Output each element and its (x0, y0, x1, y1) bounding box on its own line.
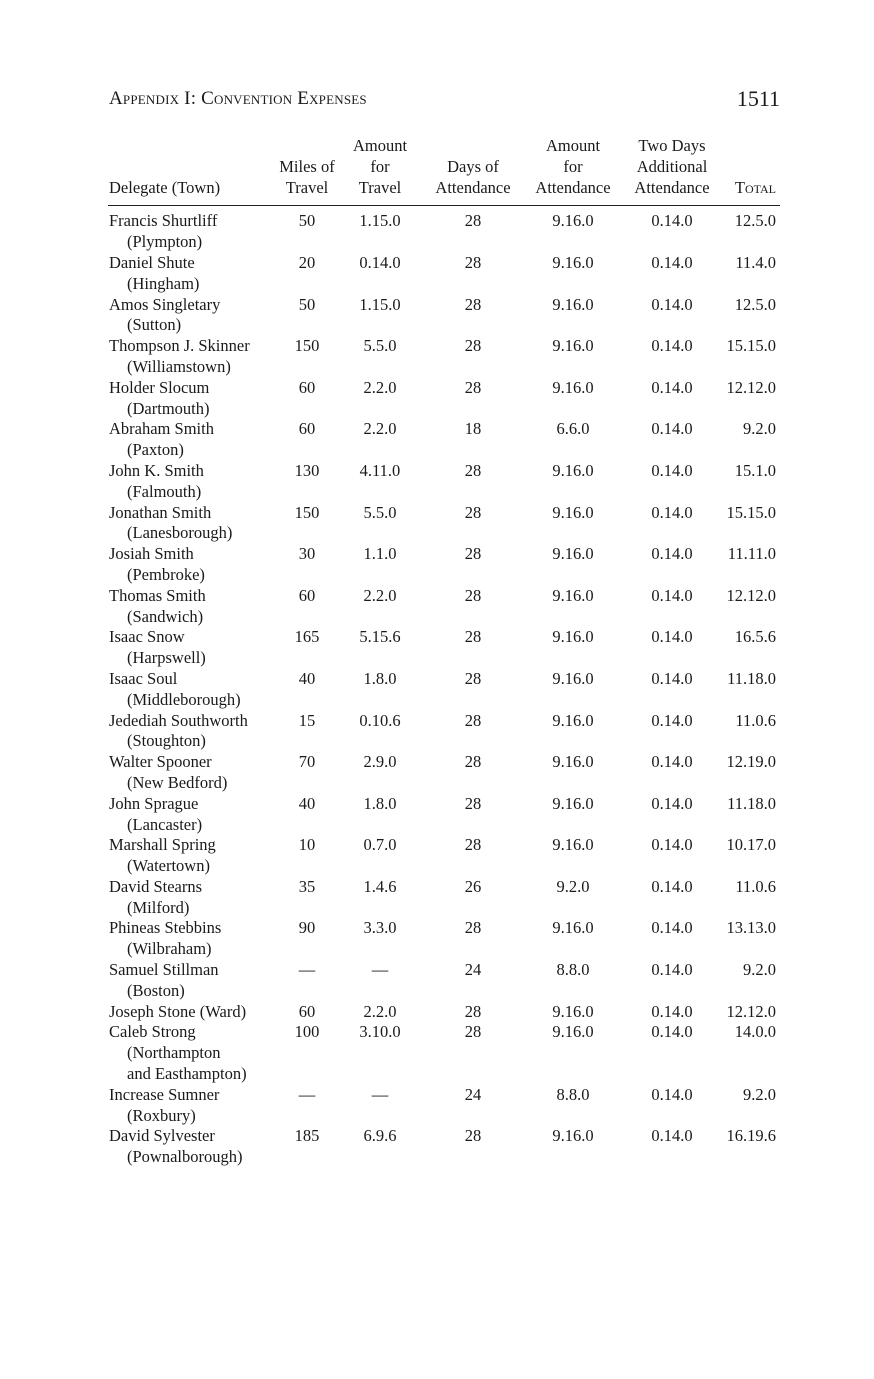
table-row (108, 794, 780, 836)
cell-miles: — (298, 1084, 316, 1104)
cell-additional-attendance: 0.14.0 (651, 1084, 693, 1104)
cell-delegate (108, 253, 276, 295)
cell-delegate (108, 835, 276, 877)
header-days-line: Attendance (435, 177, 511, 197)
cell-total: 16.5.6 (734, 627, 776, 647)
cell-total: 12.19.0 (726, 752, 776, 772)
cell-travel-amount: 1.1.0 (363, 544, 397, 564)
cell-days: 28 (464, 668, 482, 688)
cell-additional-attendance: 0.14.0 (651, 1001, 693, 1021)
cell-days: 28 (464, 1001, 482, 1021)
cell-additional-attendance: 0.14.0 (651, 668, 693, 688)
cell-travel-amount: 1.15.0 (359, 294, 401, 314)
expenses-table (108, 136, 780, 1168)
cell-miles: 150 (294, 336, 320, 356)
cell-additional-attendance: 0.14.0 (651, 876, 693, 896)
cell-delegate (108, 794, 276, 836)
cell-travel-amount: 5.5.0 (363, 502, 397, 522)
delegate-name: David Sylvester (109, 1126, 215, 1146)
cell-miles: 50 (298, 294, 316, 314)
cell-additional-attendance: 0.14.0 (651, 460, 693, 480)
table-row (108, 461, 780, 503)
cell-delegate (108, 1022, 276, 1084)
cell-travel-amount: 5.15.6 (359, 627, 401, 647)
header-miles (276, 136, 338, 206)
cell-additional-attendance: 0.14.0 (651, 377, 693, 397)
cell-delegate (108, 1126, 276, 1168)
cell-total: 12.5.0 (734, 294, 776, 314)
table-row (108, 835, 780, 877)
table-row (108, 627, 780, 669)
cell-delegate (108, 206, 276, 253)
cell-travel-amount: 3.10.0 (359, 1022, 401, 1042)
header-two-days (622, 136, 722, 206)
page (108, 86, 780, 1168)
cell-miles: 165 (294, 627, 320, 647)
cell-total: 9.2.0 (743, 960, 776, 980)
table-row (108, 877, 780, 919)
table-row (108, 503, 780, 545)
cell-attendance-amount: 9.16.0 (552, 294, 594, 314)
delegate-town: (Pownalborough) (127, 1147, 243, 1167)
cell-miles: 50 (298, 211, 316, 231)
cell-days: 28 (464, 502, 482, 522)
cell-additional-attendance: 0.14.0 (651, 835, 693, 855)
cell-days: 24 (464, 960, 482, 980)
cell-delegate (108, 336, 276, 378)
delegate-name: Isaac Soul (109, 668, 178, 688)
cell-miles: 60 (298, 585, 316, 605)
cell-additional-attendance: 0.14.0 (651, 252, 693, 272)
delegate-name: Amos Singletary (109, 294, 221, 314)
cell-attendance-amount: 9.16.0 (552, 793, 594, 813)
cell-days: 18 (464, 419, 482, 439)
cell-travel-amount: 1.4.6 (363, 876, 397, 896)
cell-total: 15.15.0 (726, 336, 776, 356)
cell-travel-amount: 2.2.0 (363, 585, 397, 605)
cell-delegate (108, 544, 276, 586)
cell-total: 11.4.0 (735, 252, 776, 272)
cell-total: 12.12.0 (726, 377, 776, 397)
cell-miles: 100 (294, 1022, 320, 1042)
delegate-town: (Falmouth) (127, 481, 202, 501)
page-number: 1511 (736, 86, 780, 111)
cell-days: 28 (464, 252, 482, 272)
delegate-town: (Middleborough) (127, 689, 241, 709)
header-total: Total (722, 136, 780, 206)
cell-total: 10.17.0 (726, 835, 776, 855)
cell-delegate (108, 378, 276, 420)
delegate-name: Walter Spooner (109, 752, 212, 772)
delegate-town: and Easthampton) (127, 1064, 247, 1084)
cell-total: 11.0.6 (735, 710, 776, 730)
cell-additional-attendance: 0.14.0 (651, 1022, 693, 1042)
cell-additional-attendance: 0.14.0 (651, 793, 693, 813)
delegate-name: John Sprague (109, 793, 199, 813)
header-attendance-line: Attendance (535, 177, 611, 197)
cell-travel-amount: 1.15.0 (359, 211, 401, 231)
delegate-name: Samuel Stillman (109, 960, 219, 980)
cell-delegate (108, 669, 276, 711)
cell-miles: 150 (294, 502, 320, 522)
cell-attendance-amount: 9.2.0 (556, 876, 590, 896)
cell-total: 12.12.0 (726, 1001, 776, 1021)
cell-miles: 10 (298, 835, 316, 855)
cell-total: 16.19.6 (726, 1126, 776, 1146)
cell-travel-amount: 2.9.0 (363, 752, 397, 772)
delegate-name: Francis Shurtliff (109, 211, 218, 231)
delegate-name: Caleb Strong (109, 1022, 196, 1042)
cell-additional-attendance: 0.14.0 (651, 585, 693, 605)
cell-days: 24 (464, 1084, 482, 1104)
cell-attendance-amount: 9.16.0 (552, 211, 594, 231)
cell-attendance-amount: 9.16.0 (552, 252, 594, 272)
delegate-town: (Lanesborough) (127, 523, 233, 543)
table-row (108, 918, 780, 960)
cell-total: 11.18.0 (727, 668, 776, 688)
cell-attendance-amount: 9.16.0 (552, 668, 594, 688)
cell-miles: 30 (298, 544, 316, 564)
cell-days: 28 (464, 835, 482, 855)
cell-travel-amount: 2.2.0 (363, 419, 397, 439)
header-travel-line: for (370, 156, 390, 176)
delegate-town: (Hingham) (127, 273, 200, 293)
delegate-town: (Roxbury) (127, 1105, 196, 1125)
cell-delegate (108, 918, 276, 960)
header-attendance-line: Amount (545, 136, 601, 155)
header-attendance-amount (524, 136, 622, 206)
cell-additional-attendance: 0.14.0 (651, 918, 693, 938)
cell-miles: 60 (298, 419, 316, 439)
delegate-name: Increase Sumner (109, 1084, 220, 1104)
cell-total: 12.12.0 (726, 585, 776, 605)
table-row (108, 1002, 780, 1023)
cell-attendance-amount: 9.16.0 (552, 544, 594, 564)
table-row (108, 419, 780, 461)
cell-delegate (108, 960, 276, 1002)
cell-total: 15.1.0 (734, 460, 776, 480)
table-row (108, 253, 780, 295)
table-row (108, 711, 780, 753)
cell-additional-attendance: 0.14.0 (651, 336, 693, 356)
cell-total: 15.15.0 (726, 502, 776, 522)
cell-travel-amount: — (371, 960, 389, 980)
delegate-town: (Lancaster) (127, 814, 203, 834)
header-attendance-line: for (563, 156, 583, 176)
cell-days: 28 (464, 1022, 482, 1042)
table-row (108, 378, 780, 420)
cell-travel-amount: 2.2.0 (363, 1001, 397, 1021)
delegate-town: (Sandwich) (127, 606, 204, 626)
delegate-town: (Dartmouth) (127, 398, 210, 418)
cell-delegate (108, 295, 276, 337)
cell-days: 28 (464, 918, 482, 938)
cell-total: 11.0.6 (735, 876, 776, 896)
cell-travel-amount: 3.3.0 (363, 918, 397, 938)
cell-miles: 20 (298, 252, 316, 272)
cell-total: 11.11.0 (727, 544, 776, 564)
table-body (108, 206, 780, 1168)
cell-attendance-amount: 9.16.0 (552, 835, 594, 855)
cell-attendance-amount: 8.8.0 (556, 960, 590, 980)
cell-attendance-amount: 9.16.0 (552, 377, 594, 397)
cell-travel-amount: 1.8.0 (363, 793, 397, 813)
cell-miles: 40 (298, 668, 316, 688)
cell-miles: 70 (298, 752, 316, 772)
delegate-name: Holder Slocum (109, 377, 210, 397)
cell-attendance-amount: 9.16.0 (552, 1001, 594, 1021)
delegate-name: Josiah Smith (109, 544, 194, 564)
cell-attendance-amount: 9.16.0 (552, 336, 594, 356)
cell-days: 26 (464, 876, 482, 896)
delegate-name: Thomas Smith (109, 585, 206, 605)
header-delegate: Delegate (Town) (108, 136, 276, 206)
cell-delegate (108, 627, 276, 669)
cell-delegate (108, 711, 276, 753)
cell-days: 28 (464, 336, 482, 356)
cell-delegate (108, 586, 276, 628)
cell-days: 28 (464, 377, 482, 397)
cell-attendance-amount: 9.16.0 (552, 752, 594, 772)
cell-miles: 60 (298, 377, 316, 397)
cell-miles: 185 (294, 1126, 320, 1146)
delegate-name: Jonathan Smith (109, 502, 212, 522)
cell-total: 9.2.0 (743, 419, 776, 439)
cell-attendance-amount: 8.8.0 (556, 1084, 590, 1104)
delegate-town: (Wilbraham) (127, 939, 212, 959)
cell-travel-amount: 0.7.0 (363, 835, 397, 855)
cell-miles: 130 (294, 460, 320, 480)
cell-delegate (108, 877, 276, 919)
table-row (108, 336, 780, 378)
cell-additional-attendance: 0.14.0 (651, 544, 693, 564)
cell-total: 9.2.0 (743, 1084, 776, 1104)
cell-days: 28 (464, 294, 482, 314)
cell-attendance-amount: 9.16.0 (552, 460, 594, 480)
cell-attendance-amount: 9.16.0 (552, 502, 594, 522)
header-travel-amount (338, 136, 422, 206)
cell-travel-amount: 2.2.0 (363, 377, 397, 397)
delegate-town: (Harpswell) (127, 648, 206, 668)
delegate-town: (Watertown) (127, 856, 210, 876)
header-two-days-line: Attendance (634, 177, 710, 197)
cell-days: 28 (464, 627, 482, 647)
cell-total: 11.18.0 (727, 793, 776, 813)
cell-travel-amount: — (371, 1084, 389, 1104)
cell-days: 28 (464, 793, 482, 813)
cell-additional-attendance: 0.14.0 (651, 211, 693, 231)
cell-miles: 35 (298, 876, 316, 896)
cell-attendance-amount: 9.16.0 (552, 1022, 594, 1042)
cell-delegate (108, 503, 276, 545)
delegate-town: (Paxton) (127, 440, 184, 460)
cell-delegate (108, 419, 276, 461)
table-header-row (108, 136, 780, 206)
delegate-name: Daniel Shute (109, 252, 195, 272)
delegate-town: (Williamstown) (127, 356, 231, 376)
cell-days: 28 (464, 752, 482, 772)
delegate-name: John K. Smith (109, 460, 204, 480)
cell-attendance-amount: 9.16.0 (552, 627, 594, 647)
header-travel-line: Amount (352, 136, 408, 155)
cell-travel-amount: 1.8.0 (363, 668, 397, 688)
cell-travel-amount: 6.9.6 (363, 1126, 397, 1146)
header-travel-line: Travel (358, 177, 402, 197)
running-head (108, 86, 780, 116)
header-days-line: Days of (447, 156, 499, 176)
header-miles-line: Miles of (279, 156, 335, 176)
delegate-name: Jedediah Southworth (109, 710, 248, 730)
cell-additional-attendance: 0.14.0 (651, 419, 693, 439)
delegate-town: (New Bedford) (127, 772, 228, 792)
cell-delegate (108, 752, 276, 794)
delegate-name: Thompson J. Skinner (109, 336, 250, 356)
cell-delegate (108, 1002, 276, 1023)
cell-miles: 15 (298, 710, 316, 730)
cell-total: 12.5.0 (734, 211, 776, 231)
cell-days: 28 (464, 710, 482, 730)
cell-delegate (108, 1085, 276, 1127)
delegate-town: (Milford) (127, 897, 190, 917)
delegate-name: Phineas Stebbins (109, 918, 222, 938)
table-row (108, 1085, 780, 1127)
cell-total: 14.0.0 (734, 1022, 776, 1042)
delegate-town: (Sutton) (127, 315, 182, 335)
cell-total: 13.13.0 (726, 918, 776, 938)
delegate-town: (Boston) (127, 980, 185, 1000)
table-row (108, 669, 780, 711)
table-row (108, 752, 780, 794)
cell-attendance-amount: 9.16.0 (552, 710, 594, 730)
cell-travel-amount: 0.10.6 (359, 710, 401, 730)
delegate-name: David Stearns (109, 876, 203, 896)
table-row (108, 295, 780, 337)
table-row (108, 206, 780, 253)
delegate-name: Abraham Smith (109, 419, 214, 439)
cell-miles: — (298, 960, 316, 980)
table-row (108, 1126, 780, 1168)
header-two-days-line: Two Days (638, 136, 706, 155)
cell-days: 28 (464, 1126, 482, 1146)
cell-travel-amount: 5.5.0 (363, 336, 397, 356)
cell-miles: 90 (298, 918, 316, 938)
delegate-town: (Pembroke) (127, 564, 205, 584)
delegate-town: (Northampton (127, 1043, 221, 1063)
cell-attendance-amount: 6.6.0 (556, 419, 590, 439)
cell-additional-attendance: 0.14.0 (651, 1126, 693, 1146)
cell-additional-attendance: 0.14.0 (651, 960, 693, 980)
delegate-name: Marshall Spring (109, 835, 216, 855)
cell-attendance-amount: 9.16.0 (552, 585, 594, 605)
delegate-name: Isaac Snow (109, 627, 185, 647)
header-miles-line: Travel (285, 177, 329, 197)
cell-miles: 40 (298, 793, 316, 813)
table-row (108, 960, 780, 1002)
cell-days: 28 (464, 460, 482, 480)
delegate-town: (Plympton) (127, 232, 203, 252)
table-row (108, 586, 780, 628)
delegate-town: (Stoughton) (127, 731, 206, 751)
table-row (108, 1022, 780, 1084)
cell-attendance-amount: 9.16.0 (552, 918, 594, 938)
header-days (422, 136, 524, 206)
cell-delegate (108, 461, 276, 503)
cell-travel-amount: 0.14.0 (359, 252, 401, 272)
cell-additional-attendance: 0.14.0 (651, 502, 693, 522)
cell-additional-attendance: 0.14.0 (651, 627, 693, 647)
cell-days: 28 (464, 211, 482, 231)
cell-days: 28 (464, 544, 482, 564)
table-row (108, 544, 780, 586)
cell-miles: 60 (298, 1001, 316, 1021)
cell-additional-attendance: 0.14.0 (651, 710, 693, 730)
cell-additional-attendance: 0.14.0 (651, 752, 693, 772)
cell-days: 28 (464, 585, 482, 605)
header-two-days-line: Additional (636, 156, 708, 176)
delegate-name: Joseph Stone (Ward) (109, 1001, 247, 1021)
cell-attendance-amount: 9.16.0 (552, 1126, 594, 1146)
cell-travel-amount: 4.11.0 (359, 460, 401, 480)
page-title: Appendix I: Convention Expenses (109, 88, 367, 109)
cell-additional-attendance: 0.14.0 (651, 294, 693, 314)
